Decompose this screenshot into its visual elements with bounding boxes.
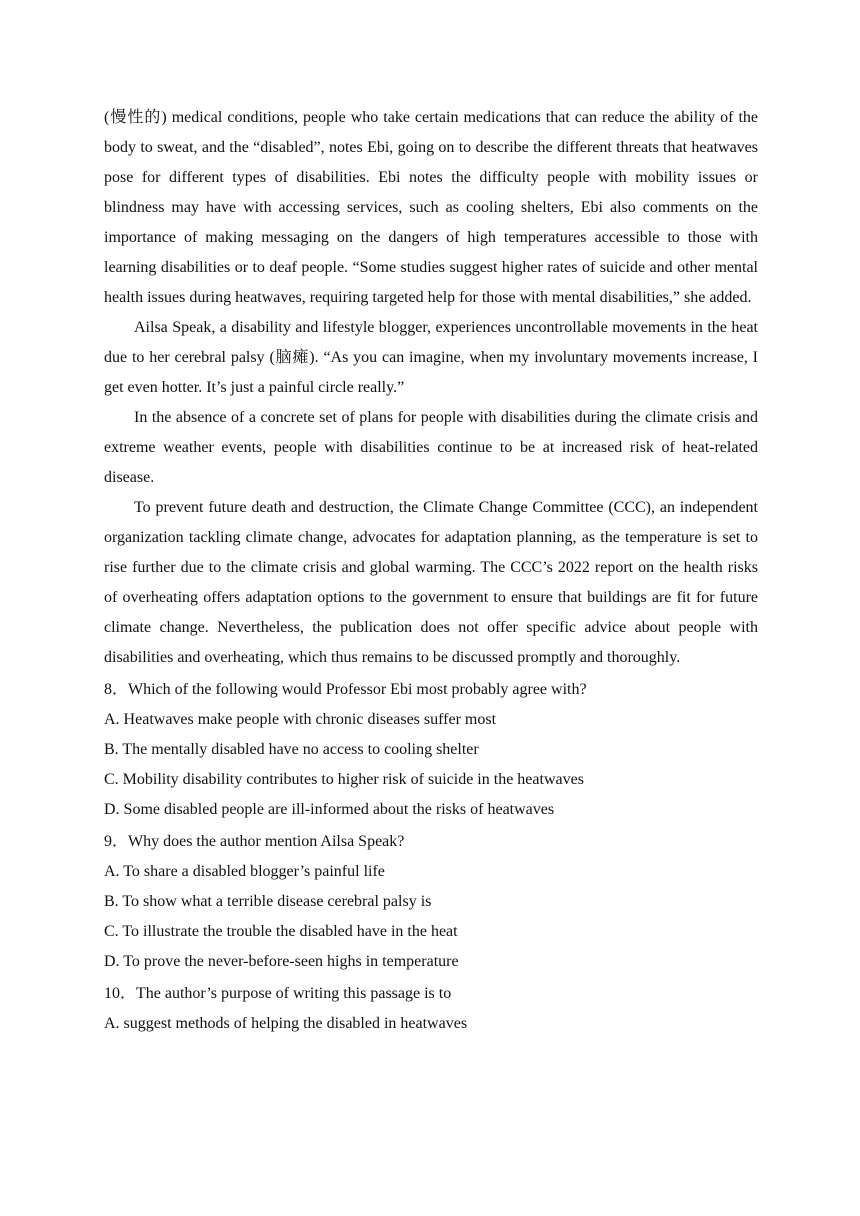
option-d: D. To prove the never-before-seen highs in temperature (104, 953, 459, 970)
option-a: A. Heatwaves make people with chronic diseases suffer most (104, 711, 497, 728)
option-d: D. Some disabled people are ill-informed about the risks of heatwaves (104, 801, 555, 818)
option-a: A. suggest methods of helping the disabled in heatwaves (104, 1015, 468, 1032)
passage-paragraph-2: Ailsa Speak, a disability and lifestyle blogger, experiences uncontrollable movements in the heat due to her cerebral palsy (脑瘫). “As you can imagine, when my involuntary movements increase, I get even hotter. It’s just a painful circle really.” (104, 319, 758, 396)
option-c: C. Mobility disability contributes to higher risk of suicide in the heatwaves (104, 771, 584, 788)
question-10 (104, 979, 758, 1039)
question-stem: 8．Which of the following would Professor Ebi most probably agree with? (104, 681, 587, 698)
reading-passage (104, 103, 758, 673)
option-c: C. To illustrate the trouble the disabled have in the heat (104, 923, 458, 940)
question-8 (104, 675, 758, 825)
passage-paragraph-1: (慢性的) medical conditions, people who take certain medications that can reduce the ability of the body to sweat, and the “disabled”, notes Ebi, going on to describe the different threats that heatwaves pose for different types of disabilities. Ebi notes the difficulty people with mobility issues or blindness may have with accessing services, such as cooling shelters, Ebi also comments on the importance of making messaging on the dangers of high temperatures accessible to those with learning disabilities or to deaf people. “Some studies suggest higher rates of suicide and other mental health issues during heatwaves, requiring targeted help for those with mental disabilities,” she added. (104, 109, 758, 306)
option-b: B. To show what a terrible disease cerebral palsy is (104, 893, 432, 910)
passage-paragraph-4: To prevent future death and destruction, the Climate Change Committee (CCC), an independent organization tackling climate change, advocates for adaptation planning, as the temperature is set to rise further due to the climate crisis and global warming. The CCC’s 2022 report on the health risks of overheating offers adaptation options to the government to ensure that buildings are fit for future climate change. Nevertheless, the publication does not offer specific advice about people with disabilities and overheating, which thus remains to be discussed promptly and thoroughly. (104, 499, 758, 666)
question-9 (104, 827, 758, 977)
question-stem: 9．Why does the author mention Ailsa Speak? (104, 833, 405, 850)
passage-paragraph-3: In the absence of a concrete set of plans for people with disabilities during the climate crisis and extreme weather events, people with disabilities continue to be at increased risk of heat-related disease. (104, 409, 758, 486)
question-stem: 10．The author’s purpose of writing this passage is to (104, 985, 452, 1002)
option-b: B. The mentally disabled have no access to cooling shelter (104, 741, 479, 758)
option-a: A. To share a disabled blogger’s painful life (104, 863, 385, 880)
